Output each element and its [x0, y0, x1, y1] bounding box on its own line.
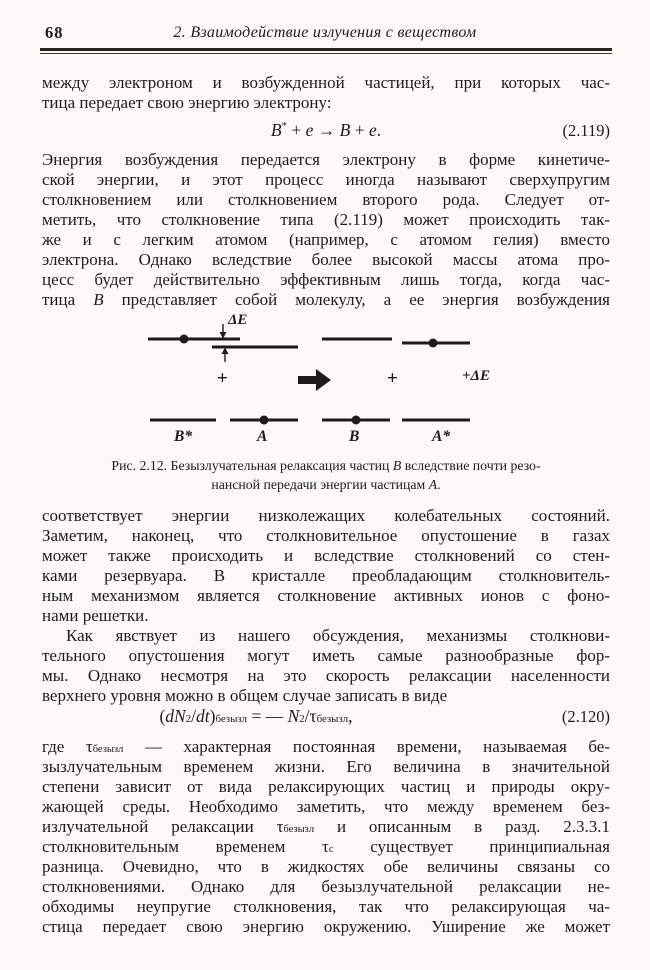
text-line: верхнего уровня можно в общем случае записать в виде — [42, 686, 448, 705]
electron-dot-b — [352, 416, 361, 425]
text-line: Рис. 2.12. Безызлучательная релаксация частиц B вследствие почти резо- — [111, 458, 541, 473]
text-line: зызлучательным временем жизни. Его величина в значительной — [42, 757, 610, 776]
energy-level-diagram — [140, 318, 520, 458]
text-line: нансной передачи энергии частицам A. — [211, 477, 441, 492]
equation-2-120-formula: $(dN_2/dt)_{безызл}$ = — $N_2/\tau_{безызл}$, — [159, 706, 353, 726]
text-line: где $\tau_{безызл}$ — характерная постоянная времени, называемая бе- — [42, 737, 610, 756]
page-number: 68 — [45, 23, 64, 42]
label-a: A — [257, 428, 268, 445]
electron-dot-bstar — [180, 335, 189, 344]
text-line: излучательной релаксации $\tau_{безызл}$ и описанным в разд. 2.3.3.1 — [42, 817, 610, 836]
text-line: столкновением или столкновением второго рода. Следует от- — [42, 190, 610, 209]
paragraph-lifetime — [42, 737, 610, 937]
equation-2-119-formula: B* + e → B + e. — [270, 120, 382, 140]
text-line: степени зависит от вида релаксирующих частиц и природы окру- — [42, 777, 610, 796]
header-rule-thin — [40, 53, 612, 54]
text-line: тица B представляет собой молекулу, а ее энергия возбуждения — [42, 290, 611, 309]
electron-dot-a — [260, 416, 269, 425]
text-line: же и с легким атомом (например, с атомом гелия) вместо — [42, 230, 610, 249]
header-rule-thick — [40, 48, 612, 51]
text-line: между электроном и возбужденной частицей, при которых час- — [42, 73, 610, 92]
paragraph-intro — [42, 73, 610, 113]
label-b: B — [349, 428, 360, 445]
text-line: метить, что столкновение типа (2.119) может происходить так- — [42, 210, 610, 229]
text-line: Как явствует из нашего обсуждения, механизмы столкнови- — [66, 626, 610, 645]
plus-sign-right: + — [387, 368, 398, 389]
text-line: ской энергии, и этот процесс иногда называют сверхупругим — [42, 170, 610, 189]
plus-sign-left: + — [217, 368, 228, 389]
equation-2-119 — [42, 120, 610, 146]
paragraph-mechanisms — [42, 626, 610, 706]
text-line: столкновениями. Однако для безызлучательной релаксации не- — [42, 877, 610, 896]
text-line: цесс будет действительно эффективным лишь тогда, когда час- — [42, 270, 610, 289]
text-line: тица передает свою энергию электрону: — [42, 93, 332, 112]
reaction-arrow — [298, 369, 331, 391]
text-line: Энергия возбуждения передается электрону в форме кинетиче- — [42, 150, 610, 169]
electron-dot-astar — [429, 339, 438, 348]
text-line: ным механизмом является столкновение активных ионов с фоно- — [42, 586, 610, 605]
label-a-star: A* — [432, 428, 451, 445]
text-line: столкновительным временем $\tau_c$ существует принципиальная — [42, 837, 610, 856]
text-line: электрона. Однако вследствие более высокой массы атома про- — [42, 250, 610, 269]
text-line: тельного опустошения могут иметь самые разнообразные фор- — [42, 646, 610, 665]
text-line: Заметим, наконец, что столкновительное опустошение в газах — [42, 526, 610, 545]
text-line: стица передает свою энергию окружению. Уширение же может — [42, 917, 610, 936]
text-line: жающей среды. Необходимо заметить, что между временем без- — [42, 797, 610, 816]
label-b-star: B* — [174, 428, 193, 445]
figure-2-12-caption — [52, 456, 600, 494]
text-line: соответствует энергии низколежащих колебательных состояний. — [42, 506, 610, 525]
text-line: обходимы неупругие столкновения, так что релаксирующая ча- — [42, 897, 610, 916]
figure-2-12-diagram — [140, 312, 520, 458]
text-line: может также происходить и вследствие столкновений со стен- — [42, 546, 610, 565]
paragraph-excitation — [42, 150, 610, 310]
plus-delta-e-label: +ΔE — [462, 368, 490, 384]
delta-e-label: ΔE — [228, 312, 248, 328]
text-line: разница. Очевидно, что в жидкостях обе величины связаны со — [42, 857, 610, 876]
text-line: ками резервуара. В кристалле преобладающим столкновитель- — [42, 566, 610, 585]
running-header-title: 2. Взаимодействие излучения с веществом — [173, 24, 477, 41]
equation-2-120 — [42, 706, 610, 732]
paragraph-vibrational — [42, 506, 610, 626]
text-line: мы. Однако несмотря на это скорость релаксации населенности — [42, 666, 610, 685]
equation-2-120-number: (2.120) — [561, 707, 610, 726]
equation-2-119-number: (2.119) — [562, 121, 610, 140]
text-line: нами решетки. — [42, 606, 149, 625]
